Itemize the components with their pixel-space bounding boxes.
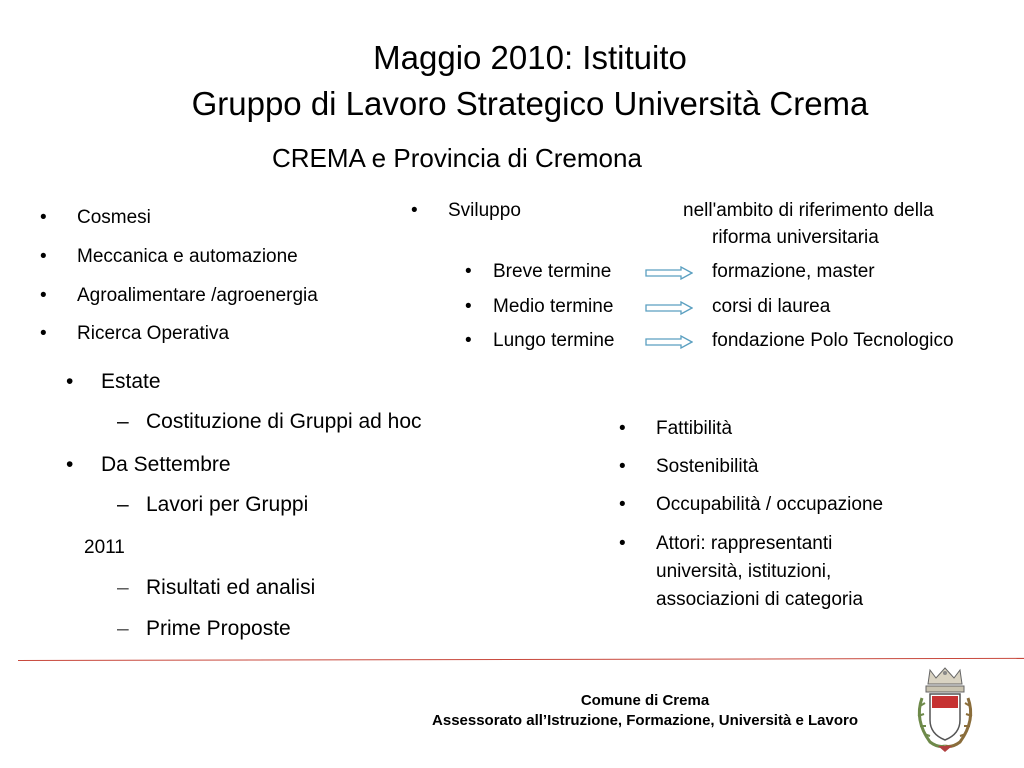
term-result: formazione, master [712,261,875,282]
timeline-subitem: Risultati ed analisi [146,576,316,599]
arrow-right-icon [645,301,693,315]
bullet-icon: • [465,330,472,351]
bullet-icon: • [66,453,74,476]
dash-icon: – [117,410,129,433]
dash-icon: – [117,576,129,599]
term-result: corsi di laurea [712,296,831,317]
slide-subtitle: CREMA e Provincia di Cremona [272,143,642,173]
criteria-item: Occupabilità / occupazione [656,494,884,515]
actors-line: Attori: rappresentanti [656,533,833,554]
sector-item: Ricerca Operativa [77,323,230,344]
development-context: nell'ambito di riferimento della [683,200,934,221]
bullet-icon: • [40,246,47,267]
crema-coat-of-arms-icon [910,664,980,754]
bullet-icon: • [619,418,626,439]
timeline-year: 2011 [84,537,125,558]
bullet-icon: • [619,456,626,477]
dash-icon: – [117,493,129,516]
criteria-item: Fattibilità [656,418,733,439]
bullet-icon: • [465,296,472,317]
slide-title-line2: Gruppo di Lavoro Strategico Università Crema [191,85,869,122]
arrow-right-icon [645,335,693,349]
arrow-right-icon [645,266,693,280]
term-result: fondazione Polo Tecnologico [712,330,954,351]
bullet-icon: • [40,207,47,228]
bullet-icon: • [465,261,472,282]
actors-line: associazioni di categoria [656,589,864,610]
bullet-icon: • [40,323,47,344]
dash-icon: – [117,617,129,640]
development-context: riforma universitaria [712,227,879,248]
bullet-icon: • [40,285,47,306]
term-label: Lungo termine [493,330,615,351]
term-label: Medio termine [493,296,614,317]
sector-item: Cosmesi [77,207,151,228]
bullet-icon: • [411,200,418,221]
bullet-icon: • [619,533,626,554]
timeline-subitem: Costituzione di Gruppi ad hoc [146,410,422,433]
footer-rule [18,658,1024,661]
bullet-icon: • [619,494,626,515]
timeline-subitem: Prime Proposte [146,617,291,640]
timeline-subitem: Lavori per Gruppi [146,493,309,516]
sector-item: Meccanica e automazione [77,246,298,267]
development-label: Sviluppo [448,200,521,221]
term-label: Breve termine [493,261,612,282]
footer-organization: Comune di Crema [580,692,710,709]
slide-title-line1: Maggio 2010: Istituito [373,39,687,76]
bullet-icon: • [66,370,74,393]
actors-line: università, istituzioni, [656,561,832,582]
footer-department: Assessorato all’Istruzione, Formazione, Università e Lavoro [432,712,858,729]
criteria-item: Sostenibilità [656,456,759,477]
timeline-estate: Estate [101,370,161,393]
sector-item: Agroalimentare /agroenergia [77,285,318,306]
timeline-settembre: Da Settembre [101,453,231,476]
